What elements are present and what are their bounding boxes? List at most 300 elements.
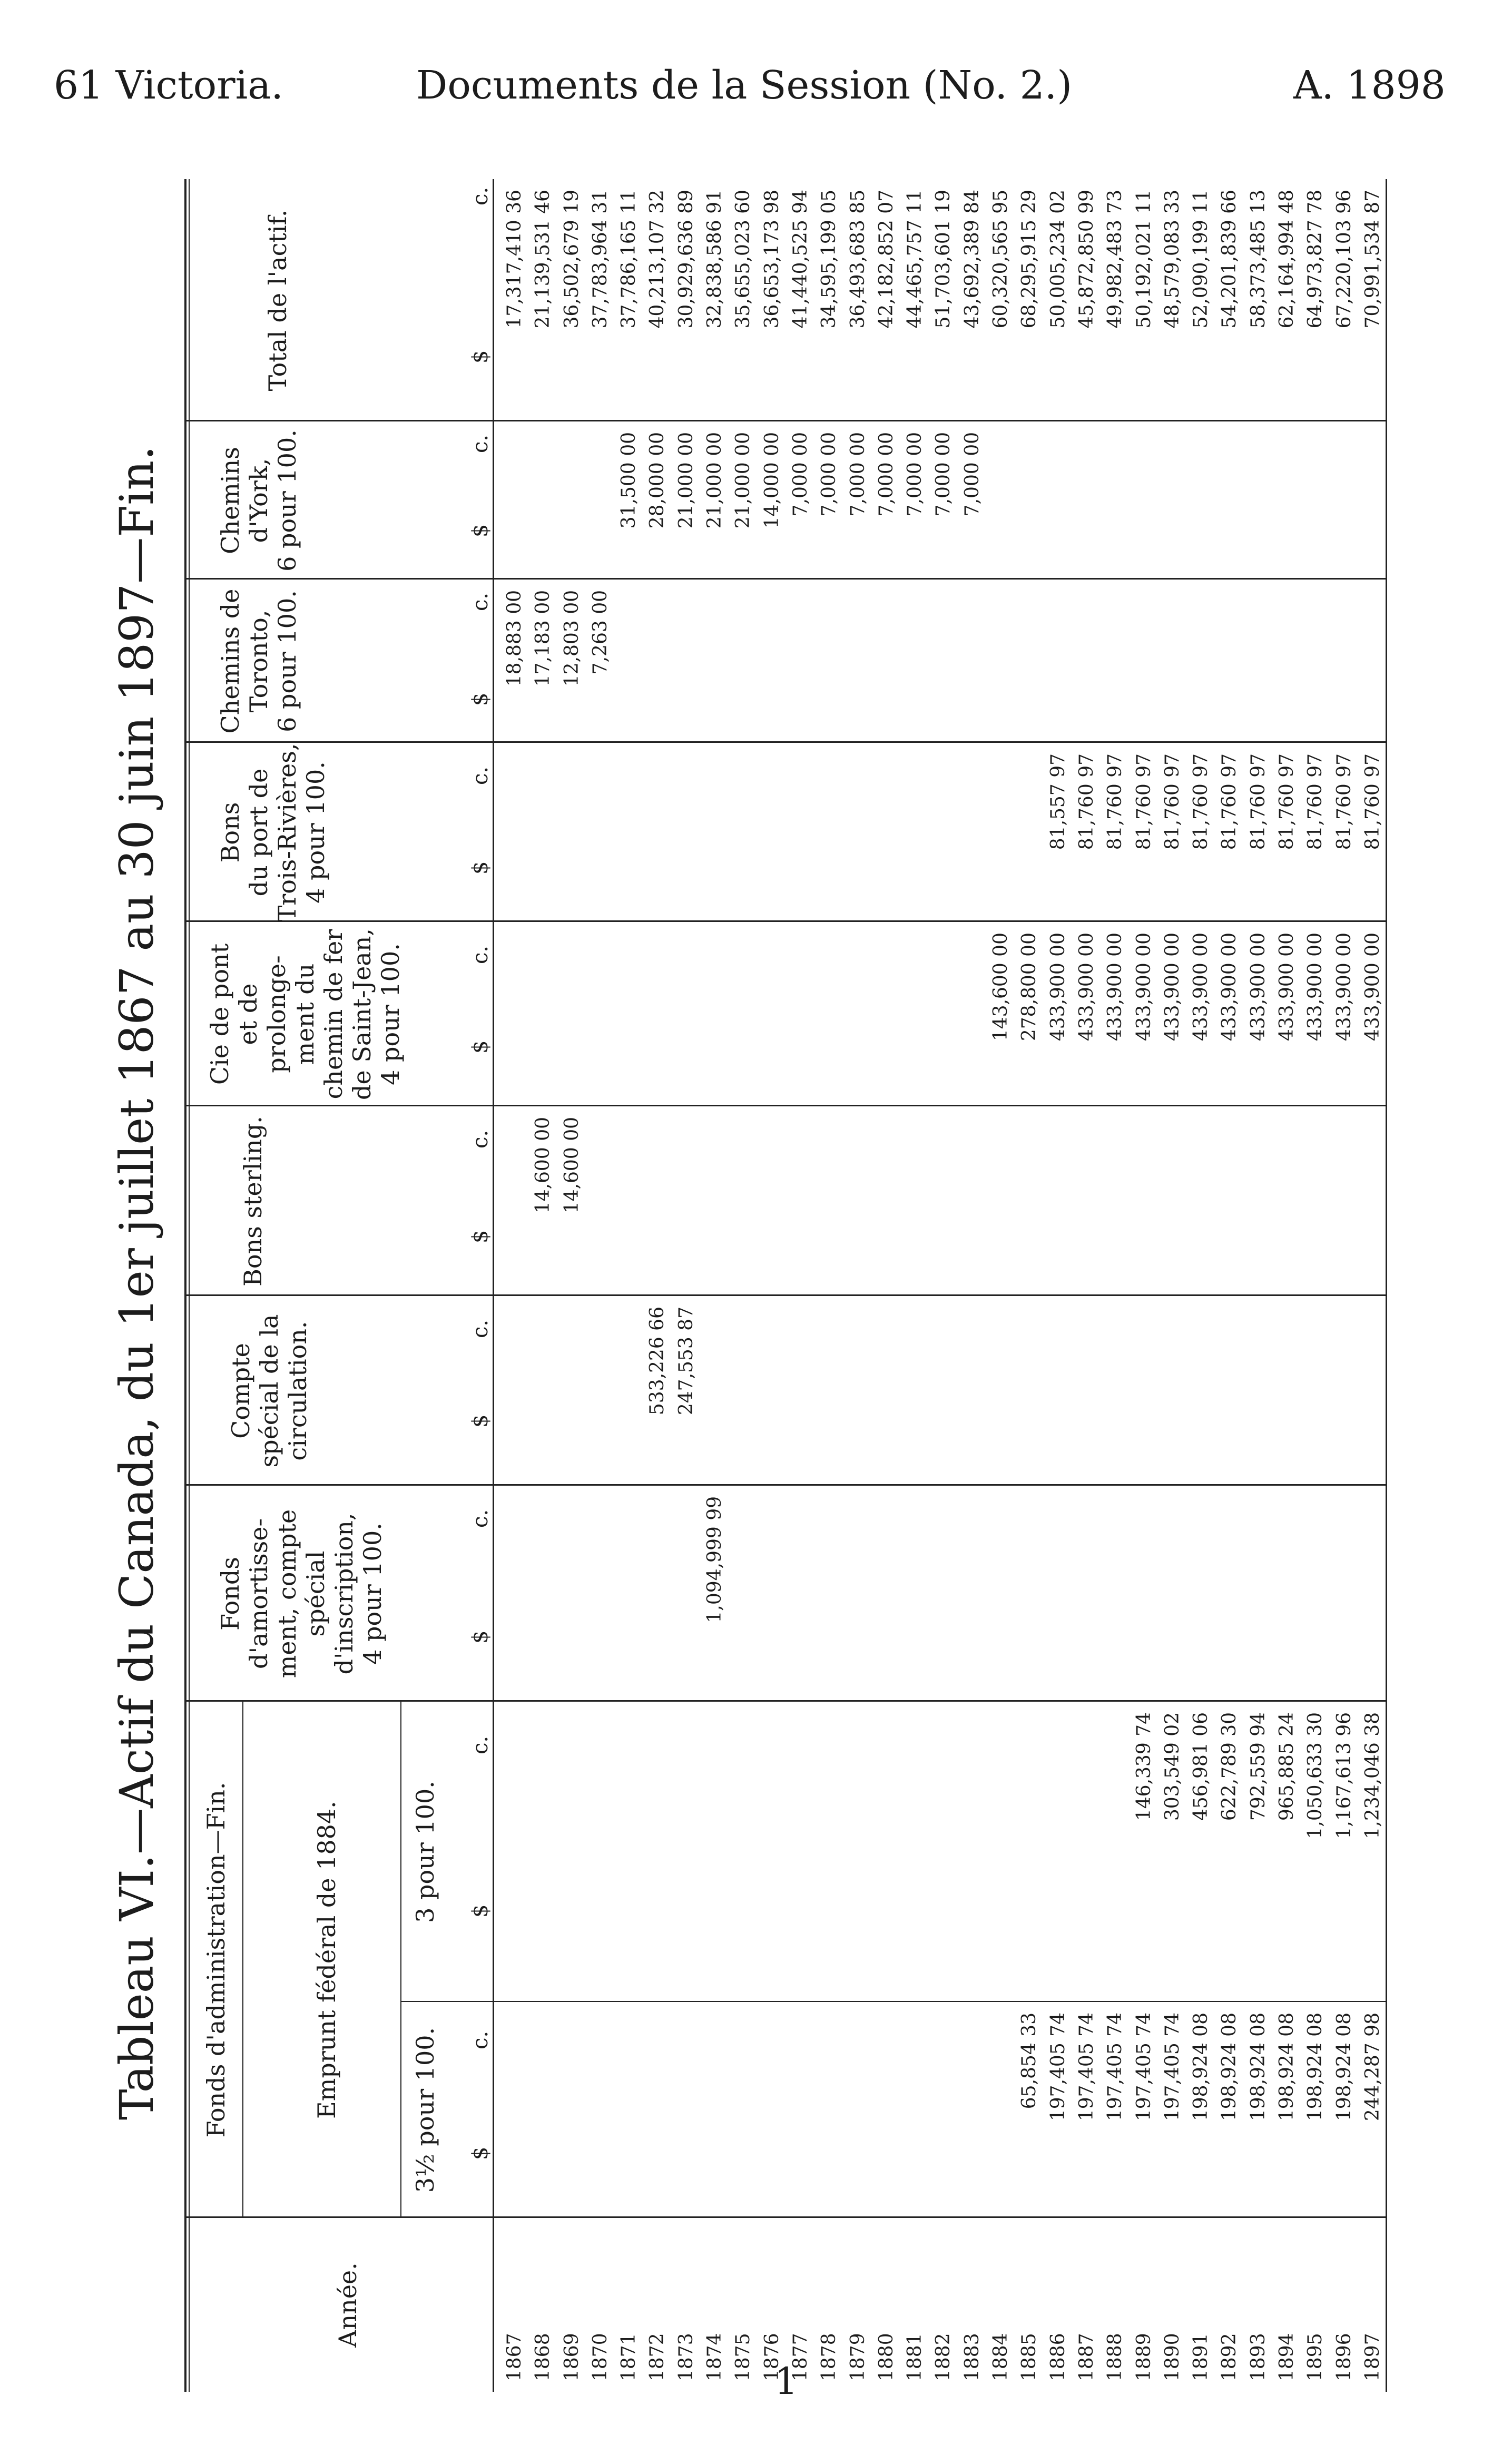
york-cell: [1158, 432, 1187, 574]
toronto-header: Chemins de Toronto, 6 pour 100.: [216, 588, 301, 734]
compte-cell: [901, 1307, 929, 1480]
total-cell: 17,317,410 36: [504, 190, 525, 329]
trois-cell: 81,760 97: [1190, 753, 1212, 850]
emprunt-3-column: [500, 1712, 1387, 1997]
c35-cell: [672, 2013, 701, 2213]
trois-cell: 81,760 97: [1075, 753, 1097, 850]
c35-cell: [872, 2013, 901, 2213]
trois-cell: [500, 753, 529, 917]
c3-cell: [586, 1712, 615, 1997]
total-cell: 68,295,915 29: [1018, 190, 1040, 329]
chemins-york-column: [500, 432, 1387, 574]
pont-cell: 433,900 00: [1247, 932, 1269, 1042]
fonds-amortissement-column: [500, 1496, 1387, 1696]
sterling-cell: [1130, 1117, 1158, 1291]
total-cell: 64,973,827 78: [1304, 190, 1327, 329]
group-header: Fonds d'administration—Fin.: [202, 1782, 230, 2138]
toronto-cell: [987, 590, 1015, 738]
c3-cell: [987, 1712, 1015, 1997]
c35-cell: 198,924 08: [1276, 2013, 1298, 2122]
rotated-table-page: [79, 174, 1428, 2392]
york-cell: 7,000 00: [961, 432, 983, 517]
cie-pont-column: [500, 932, 1387, 1101]
total-cell: 58,373,485 13: [1247, 190, 1269, 329]
compte-cell: [1015, 1307, 1044, 1480]
sterling-cell: [1359, 1117, 1387, 1291]
trois-cell: [529, 753, 557, 917]
fonds-cell: [643, 1496, 672, 1696]
sterling-cell: [643, 1117, 672, 1291]
sterling-cell: [958, 1117, 987, 1291]
toronto-cell: 17,183 00: [532, 590, 554, 687]
col-sep: [400, 2001, 1387, 2002]
york-cell: 14,000 00: [761, 432, 783, 529]
years-cell: 1882: [932, 2333, 955, 2381]
total-cell: 50,005,234 02: [1047, 190, 1069, 329]
c35-header: 3½ pour 100.: [411, 2027, 439, 2193]
fonds-cell: [586, 1496, 615, 1696]
cents-label: c.: [468, 2030, 493, 2049]
york-cell: [1130, 432, 1158, 574]
total-cell: 30,929,636 89: [675, 190, 697, 329]
c35-cell: 197,405 74: [1047, 2013, 1069, 2122]
bons-sterling-column: [500, 1117, 1387, 1291]
c35-cell: [558, 2013, 586, 2213]
total-cell: 37,786,165 11: [618, 190, 640, 329]
c3-cell: 1,167,613 96: [1333, 1712, 1355, 1839]
york-header: Chemins d'York, 6 pour 100.: [216, 429, 301, 572]
fonds-cell: 1,094,999 99: [704, 1496, 726, 1623]
c3-cell: [558, 1712, 586, 1997]
subgroup-rule: [400, 1702, 401, 2218]
york-cell: [1044, 432, 1073, 574]
cents-label: c.: [468, 1319, 493, 1338]
toronto-cell: [1015, 590, 1044, 738]
years-cell: 1878: [818, 2333, 840, 2381]
compte-cell: [1130, 1307, 1158, 1480]
toronto-cell: [844, 590, 872, 738]
trois-cell: [672, 753, 701, 917]
total-cell: 37,783,964 31: [589, 190, 611, 329]
total-cell: 43,692,389 84: [961, 190, 983, 329]
years-cell: 1891: [1190, 2333, 1212, 2381]
sterling-cell: [729, 1117, 758, 1291]
c3-cell: [1073, 1712, 1101, 1997]
years-cell: 1872: [646, 2333, 669, 2381]
trois-cell: [1015, 753, 1044, 917]
trois-cell: [701, 753, 729, 917]
c35-cell: [987, 2013, 1015, 2213]
c3-cell: [615, 1712, 643, 1997]
pont-cell: [558, 932, 586, 1101]
dollar-label: $: [468, 1630, 493, 1644]
total-cell: 52,090,199 11: [1190, 190, 1212, 329]
emprunt-header: Emprunt fédéral de 1884.: [312, 1801, 341, 2119]
toronto-cell: [1101, 590, 1130, 738]
total-cell: 62,164,994 48: [1276, 190, 1298, 329]
total-cell: 70,991,534 87: [1361, 190, 1383, 329]
york-cell: 7,000 00: [789, 432, 811, 517]
pont-cell: 433,900 00: [1190, 932, 1212, 1042]
header-session: 61 Victoria.: [54, 63, 283, 108]
pont-cell: [758, 932, 787, 1101]
year-column: [500, 2223, 1387, 2381]
trois-cell: [729, 753, 758, 917]
compte-cell: [1044, 1307, 1073, 1480]
c3-cell: [872, 1712, 901, 1997]
york-cell: [586, 432, 615, 574]
dollar-label: $: [468, 692, 493, 706]
years-cell: 1881: [904, 2333, 926, 2381]
fonds-cell: [872, 1496, 901, 1696]
total-cell: 44,465,757 11: [904, 190, 926, 329]
fonds-cell: [958, 1496, 987, 1696]
compte-cell: [729, 1307, 758, 1480]
sterling-cell: [815, 1117, 843, 1291]
toronto-cell: [872, 590, 901, 738]
total-cell: 40,213,107 32: [646, 190, 669, 329]
toronto-cell: [1359, 590, 1387, 738]
pont-cell: [815, 932, 843, 1101]
years-cell: 1869: [561, 2333, 583, 2381]
pont-cell: 433,900 00: [1276, 932, 1298, 1042]
c35-cell: 198,924 08: [1247, 2013, 1269, 2122]
fonds-cell: [1073, 1496, 1101, 1696]
total-cell: 34,595,199 05: [818, 190, 840, 329]
years-cell: 1884: [990, 2333, 1012, 2381]
sterling-cell: [1187, 1117, 1215, 1291]
total-cell: 49,982,483 73: [1104, 190, 1126, 329]
compte-cell: [1359, 1307, 1387, 1480]
total-cell: 50,192,021 11: [1133, 190, 1155, 329]
sterling-cell: [1244, 1117, 1273, 1291]
pont-cell: [958, 932, 987, 1101]
trois-cell: 81,760 97: [1161, 753, 1183, 850]
fonds-header: Fonds d'amortisse- ment, compte spécial d'inscription, 4 pour 100.: [216, 1509, 387, 1678]
years-cell: 1877: [789, 2333, 811, 2381]
c35-cell: [844, 2013, 872, 2213]
fonds-cell: [1301, 1496, 1330, 1696]
years-cell: 1868: [532, 2333, 554, 2381]
compte-cell: [529, 1307, 557, 1480]
compte-cell: [1158, 1307, 1187, 1480]
sterling-cell: [586, 1117, 615, 1291]
cents-label: c.: [468, 186, 493, 205]
sterling-cell: [1273, 1117, 1301, 1291]
york-cell: 7,000 00: [875, 432, 897, 517]
compte-cell: [500, 1307, 529, 1480]
toronto-cell: [787, 590, 815, 738]
years-cell: 1895: [1304, 2333, 1327, 2381]
c3-cell: [844, 1712, 872, 1997]
toronto-cell: [1330, 590, 1359, 738]
trois-rivieres-column: [500, 753, 1387, 917]
c3-cell: [1044, 1712, 1073, 1997]
fonds-cell: [901, 1496, 929, 1696]
years-cell: 1867: [504, 2333, 525, 2381]
trois-cell: 81,760 97: [1361, 753, 1383, 850]
sterling-cell: [1073, 1117, 1101, 1291]
c3-cell: [787, 1712, 815, 1997]
trois-header: Bons du port de Trois-Rivières, 4 pour 100.: [216, 743, 330, 922]
fonds-cell: [987, 1496, 1015, 1696]
c35-cell: [901, 2013, 929, 2213]
york-cell: 7,000 00: [847, 432, 869, 517]
compte-cell: [1187, 1307, 1215, 1480]
sterling-cell: [987, 1117, 1015, 1291]
pont-cell: [615, 932, 643, 1101]
pont-cell: 433,900 00: [1361, 932, 1383, 1042]
sterling-cell: [1330, 1117, 1359, 1291]
compte-cell: [1273, 1307, 1301, 1480]
pont-cell: [729, 932, 758, 1101]
compte-cell: 533,226 66: [646, 1307, 669, 1416]
cents-label: c.: [468, 766, 493, 785]
york-cell: [1330, 432, 1359, 574]
total-cell: 48,579,083 33: [1161, 190, 1183, 329]
c35-cell: 197,405 74: [1161, 2013, 1183, 2122]
compte-cell: [1301, 1307, 1330, 1480]
fonds-cell: [500, 1496, 529, 1696]
toronto-cell: [1215, 590, 1244, 738]
trois-cell: 81,760 97: [1247, 753, 1269, 850]
trois-cell: [872, 753, 901, 917]
compte-cell: [787, 1307, 815, 1480]
c3-header: 3 pour 100.: [411, 1781, 439, 1923]
years-cell: 1894: [1276, 2333, 1298, 2381]
york-cell: 7,000 00: [932, 432, 955, 517]
years-cell: 1890: [1161, 2333, 1183, 2381]
compte-cell: [615, 1307, 643, 1480]
york-cell: [987, 432, 1015, 574]
dollar-label: $: [468, 861, 493, 875]
years-cell: 1888: [1104, 2333, 1126, 2381]
c3-cell: 146,339 74: [1133, 1712, 1155, 1821]
cents-label: c.: [468, 945, 493, 964]
total-cell: 36,493,683 85: [847, 190, 869, 329]
york-cell: [1187, 432, 1215, 574]
years-cell: 1876: [761, 2333, 783, 2381]
years-cell: 1892: [1219, 2333, 1241, 2381]
pont-cell: [844, 932, 872, 1101]
toronto-cell: 12,803 00: [561, 590, 583, 687]
sterling-cell: [787, 1117, 815, 1291]
chemins-toronto-column: [500, 590, 1387, 738]
years-cell: 1885: [1018, 2333, 1040, 2381]
top-rule-thin: [189, 179, 190, 2392]
total-cell: 54,201,839 66: [1219, 190, 1241, 329]
c3-cell: [729, 1712, 758, 1997]
total-cell: 42,182,852 07: [875, 190, 897, 329]
compte-cell: [844, 1307, 872, 1480]
pont-cell: 143,600 00: [990, 932, 1012, 1042]
sterling-cell: [500, 1117, 529, 1291]
sterling-cell: [1215, 1117, 1244, 1291]
york-cell: [1101, 432, 1130, 574]
fonds-cell: [615, 1496, 643, 1696]
trois-cell: 81,760 97: [1276, 753, 1298, 850]
compte-cell: 247,553 87: [675, 1307, 697, 1416]
c3-cell: 965,885 24: [1276, 1712, 1298, 1821]
trois-cell: [815, 753, 843, 917]
sterling-cell: [758, 1117, 787, 1291]
dollar-label: $: [468, 1230, 493, 1243]
toronto-cell: [1273, 590, 1301, 738]
cents-label: c.: [468, 1735, 493, 1754]
years-cell: 1886: [1047, 2333, 1069, 2381]
assets-table: [184, 179, 1417, 2392]
trois-cell: [958, 753, 987, 917]
trois-cell: [558, 753, 586, 917]
york-cell: 7,000 00: [818, 432, 840, 517]
c35-cell: [758, 2013, 787, 2213]
pont-cell: [586, 932, 615, 1101]
cents-label: c.: [468, 1130, 493, 1149]
cents-label: c.: [468, 434, 493, 453]
c35-cell: 198,924 08: [1304, 2013, 1327, 2122]
total-cell: 21,139,531 46: [532, 190, 554, 329]
fonds-cell: [1015, 1496, 1044, 1696]
york-cell: [1301, 432, 1330, 574]
total-cell: 36,653,173 98: [761, 190, 783, 329]
c3-cell: 792,559 94: [1247, 1712, 1269, 1821]
c3-cell: [1101, 1712, 1130, 1997]
compte-cell: [815, 1307, 843, 1480]
york-cell: 31,500 00: [618, 432, 640, 529]
c35-cell: 65,854 33: [1018, 2013, 1040, 2109]
pont-cell: [529, 932, 557, 1101]
header-title: Documents de la Session (No. 2.): [416, 63, 1073, 108]
header-year: A. 1898: [1293, 63, 1446, 108]
toronto-cell: [701, 590, 729, 738]
header-bottom-rule: [493, 179, 494, 2392]
compte-cell: [586, 1307, 615, 1480]
c35-cell: 197,405 74: [1104, 2013, 1126, 2122]
c3-cell: [529, 1712, 557, 1997]
york-cell: [1273, 432, 1301, 574]
york-cell: 21,000 00: [732, 432, 754, 529]
c35-cell: [500, 2013, 529, 2213]
c3-cell: [500, 1712, 529, 1997]
fonds-cell: [672, 1496, 701, 1696]
c35-cell: 198,924 08: [1190, 2013, 1212, 2122]
trois-cell: 81,760 97: [1333, 753, 1355, 850]
sterling-cell: [701, 1117, 729, 1291]
c3-cell: [929, 1712, 958, 1997]
toronto-cell: [729, 590, 758, 738]
york-cell: [1244, 432, 1273, 574]
dollar-label: $: [468, 1904, 493, 1918]
pont-cell: 278,800 00: [1018, 932, 1040, 1042]
fonds-cell: [758, 1496, 787, 1696]
fonds-cell: [815, 1496, 843, 1696]
sterling-cell: [1015, 1117, 1044, 1291]
total-header: Total de l'actif.: [263, 209, 292, 391]
trois-cell: [586, 753, 615, 917]
sterling-cell: [1158, 1117, 1187, 1291]
compte-cell: [1330, 1307, 1359, 1480]
york-cell: [529, 432, 557, 574]
c35-cell: [958, 2013, 987, 2213]
fonds-cell: [529, 1496, 557, 1696]
toronto-cell: [901, 590, 929, 738]
fonds-cell: [1187, 1496, 1215, 1696]
dollar-label: $: [468, 1040, 493, 1054]
trois-cell: [643, 753, 672, 917]
york-cell: [1015, 432, 1044, 574]
toronto-cell: [1073, 590, 1101, 738]
compte-cell: [758, 1307, 787, 1480]
fonds-cell: [558, 1496, 586, 1696]
toronto-cell: 7,263 00: [589, 590, 611, 675]
pont-cell: 433,900 00: [1047, 932, 1069, 1042]
pont-cell: 433,900 00: [1104, 932, 1126, 1042]
annee-header: Année.: [333, 2262, 362, 2348]
compte-cell: [1215, 1307, 1244, 1480]
york-cell: [558, 432, 586, 574]
compte-cell: [987, 1307, 1015, 1480]
fonds-cell: [1359, 1496, 1387, 1696]
years-cell: 1870: [589, 2333, 611, 2381]
c35-cell: 197,405 74: [1133, 2013, 1155, 2122]
compte-header: Compte spécial de la circulation.: [227, 1314, 312, 1468]
york-cell: [500, 432, 529, 574]
c3-cell: [672, 1712, 701, 1997]
c35-cell: [929, 2013, 958, 2213]
c3-cell: [758, 1712, 787, 1997]
fonds-cell: [1130, 1496, 1158, 1696]
sterling-cell: [1101, 1117, 1130, 1291]
c35-cell: [729, 2013, 758, 2213]
years-cell: 1889: [1133, 2333, 1155, 2381]
trois-cell: 81,760 97: [1133, 753, 1155, 850]
years-cell: 1875: [732, 2333, 754, 2381]
compte-circulation-column: [500, 1307, 1387, 1480]
total-cell: 36,502,679 19: [561, 190, 583, 329]
c35-cell: [529, 2013, 557, 2213]
c35-cell: 197,405 74: [1075, 2013, 1097, 2122]
years-cell: 1897: [1361, 2333, 1383, 2381]
sterling-cell: [672, 1117, 701, 1291]
c35-cell: [643, 2013, 672, 2213]
years-cell: 1883: [961, 2333, 983, 2381]
toronto-cell: [615, 590, 643, 738]
sterling-cell: [1301, 1117, 1330, 1291]
toronto-cell: [758, 590, 787, 738]
trois-cell: [901, 753, 929, 917]
years-cell: 1879: [847, 2333, 869, 2381]
york-cell: 21,000 00: [675, 432, 697, 529]
toronto-cell: 18,883 00: [504, 590, 525, 687]
toronto-cell: [1301, 590, 1330, 738]
sterling-cell: 14,600 00: [561, 1117, 583, 1214]
compte-cell: [701, 1307, 729, 1480]
c35-cell: [815, 2013, 843, 2213]
top-rule: [184, 179, 186, 2392]
pont-cell: 433,900 00: [1133, 932, 1155, 1042]
pont-cell: 433,900 00: [1333, 932, 1355, 1042]
c3-cell: [958, 1712, 987, 1997]
dollar-label: $: [468, 2146, 493, 2160]
toronto-cell: [958, 590, 987, 738]
table-title: Tableau VI.—Actif du Canada, du 1er juillet 1867 au 30 juin 1897—Fin.: [110, 445, 164, 2121]
c3-cell: 622,789 30: [1219, 1712, 1241, 1821]
c35-cell: [586, 2013, 615, 2213]
fonds-cell: [1215, 1496, 1244, 1696]
toronto-cell: [672, 590, 701, 738]
pont-cell: [901, 932, 929, 1101]
york-cell: [1073, 432, 1101, 574]
